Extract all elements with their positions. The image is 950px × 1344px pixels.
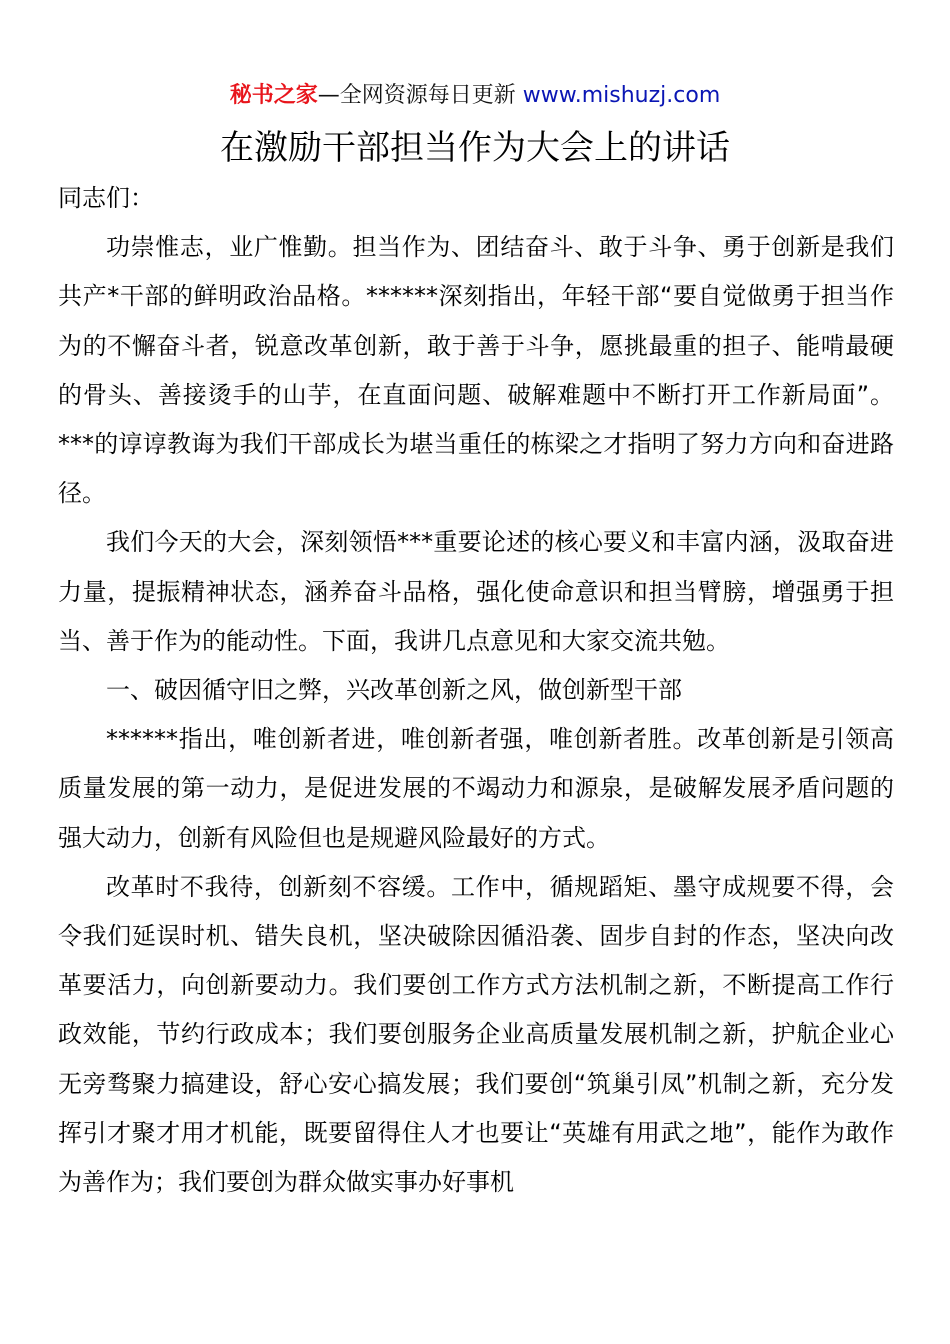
document-body — [58, 174, 894, 1207]
paragraph: ******指出，唯创新者进，唯创新者强，唯创新者胜。改革创新是引领高质量发展的第一动力，是促进发展的不竭动力和源泉，是破解发展矛盾问题的强大动力，创新有风险但也是规避风险最好的方式。 — [58, 725, 894, 852]
paragraph: 功崇惟志，业广惟勤。担当作为、团结奋斗、敢于斗争、勇于创新是我们共产*干部的鲜明政治品格。******深刻指出，年轻干部“要自觉做勇于担当作为的不懈奋斗者，锐意改革创新，敢于善于斗争，愿挑最重的担子、能啃最硬的骨头、善接烫手的山芋，在直面问题、破解难题中不断打开工作新局面”。***的谆谆教诲为我们干部成长为堪当重任的栋梁之才指明了努力方向和奋进路径。 — [58, 233, 894, 508]
document-title: 在激励干部担当作为大会上的讲话 — [220, 128, 730, 168]
paragraph: 我们今天的大会，深刻领悟***重要论述的核心要义和丰富内涵，汲取奋进力量，提振精神状态，涵养奋斗品格，强化使命意识和担当臂膀，增强勇于担当、善于作为的能动性。下面，我讲几点意见和大家交流共勉。 — [58, 528, 894, 655]
site-url[interactable]: www.mishuzj.com — [522, 83, 721, 108]
paragraph: 改革时不我待，创新刻不容缓。工作中，循规蹈矩、墨守成规要不得，会令我们延误时机、错失良机，坚决破除因循沿袭、固步自封的作态，坚决向改革要活力，向创新要动力。我们要创工作方式方法机制之新，不断提高工作行政效能，节约行政成本；我们要创服务企业高质量发展机制之新，护航企业心无旁骛聚力搞建设，舒心安心搞发展；我们要创“筑巢引凤”机制之新，充分发挥引才聚才用才机能，既要留得住人才也要让“英雄有用武之地”，能作为敢作为善作为；我们要创为群众做实事办好事机 — [58, 872, 894, 1197]
greeting: 同志们： — [58, 184, 154, 212]
header-tagline: —全网资源每日更新 — [317, 83, 523, 108]
section-heading: 一、破因循守旧之弊，兴改革创新之风，做创新型干部 — [106, 676, 682, 705]
brand-name: 秘书之家 — [229, 83, 318, 108]
site-header — [0, 80, 950, 112]
